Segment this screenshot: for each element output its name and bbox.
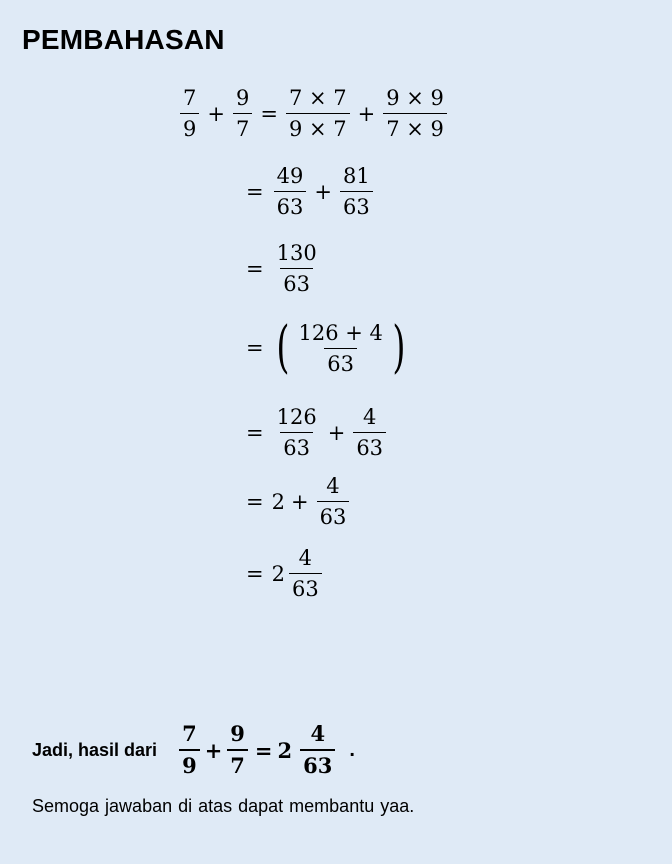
- fraction: [286, 86, 350, 141]
- numerator: 4: [326, 474, 340, 498]
- denominator: 63: [324, 348, 357, 376]
- denominator: 9: [180, 113, 199, 141]
- numerator: 9 × 9: [386, 86, 444, 110]
- step-2: [246, 164, 375, 219]
- fraction: [274, 241, 320, 296]
- step-6: [246, 474, 351, 529]
- denominator: 9: [179, 749, 200, 778]
- left-parenthesis: (: [275, 315, 290, 380]
- denominator: 63: [280, 268, 313, 296]
- fraction: [274, 405, 320, 460]
- equals-sign: =: [260, 101, 278, 126]
- plus-sign: +: [290, 489, 309, 514]
- equals-sign: =: [246, 420, 264, 445]
- plus-sign: +: [204, 737, 223, 763]
- denominator: 7: [233, 113, 252, 141]
- step-3: [246, 241, 322, 296]
- equals-sign: =: [246, 256, 264, 281]
- numerator: 81: [342, 164, 370, 188]
- fraction: [317, 474, 350, 529]
- plus-sign: +: [314, 179, 332, 204]
- numerator: 49: [276, 164, 304, 188]
- fraction: [340, 164, 373, 219]
- whole-number: 2: [271, 489, 285, 514]
- denominator: 7 × 9: [383, 113, 447, 141]
- numerator: 4: [298, 546, 313, 570]
- conclusion: [32, 722, 355, 778]
- step-5: [246, 405, 388, 460]
- denominator: 63: [317, 501, 350, 529]
- step-7: [246, 546, 324, 601]
- fraction: [179, 722, 200, 778]
- numerator: 126 + 4: [298, 320, 383, 345]
- denominator: 7: [227, 749, 248, 778]
- fraction: [300, 722, 335, 778]
- step-4: [246, 315, 410, 380]
- denominator: 63: [353, 432, 386, 460]
- plus-sign: +: [357, 101, 376, 126]
- numerator: 7 × 7: [288, 86, 347, 110]
- fraction: [353, 405, 386, 460]
- equals-sign: =: [246, 489, 264, 514]
- fraction: [180, 86, 199, 141]
- denominator: 63: [289, 573, 322, 601]
- denominator: 63: [280, 432, 313, 460]
- fraction: [274, 164, 307, 219]
- page-title: PEMBAHASAN: [22, 24, 225, 55]
- whole-number: 2: [277, 737, 293, 763]
- numerator: 130: [276, 241, 317, 265]
- plus-sign: +: [207, 101, 225, 126]
- fraction: [295, 321, 385, 376]
- denominator: 63: [340, 191, 373, 219]
- whole-number: 2: [271, 561, 285, 586]
- denominator: 9 × 7: [286, 113, 350, 141]
- numerator: 7: [183, 86, 197, 110]
- numerator: 9: [235, 86, 250, 110]
- fraction: [233, 86, 252, 141]
- closing-text: Semoga jawaban di atas dapat membantu yaa.: [32, 796, 415, 816]
- denominator: 63: [300, 749, 335, 778]
- numerator: 7: [182, 721, 197, 746]
- right-parenthesis: ): [392, 315, 406, 380]
- equals-sign: =: [254, 737, 273, 763]
- equals-sign: =: [246, 179, 264, 204]
- equals-sign: =: [246, 561, 264, 586]
- numerator: 9: [230, 721, 245, 746]
- numerator: 4: [362, 405, 377, 429]
- fraction: [289, 546, 322, 601]
- conclusion-text: Jadi, hasil dari: [32, 739, 158, 760]
- numerator: 126: [276, 405, 317, 429]
- equals-sign: =: [246, 336, 264, 360]
- fraction: [383, 86, 447, 141]
- fraction: [227, 722, 248, 778]
- plus-sign: +: [327, 420, 346, 445]
- step-1: [178, 86, 449, 141]
- period: .: [349, 738, 355, 761]
- numerator: 4: [310, 721, 326, 746]
- conclusion-equation: [177, 722, 337, 778]
- denominator: 63: [274, 191, 307, 219]
